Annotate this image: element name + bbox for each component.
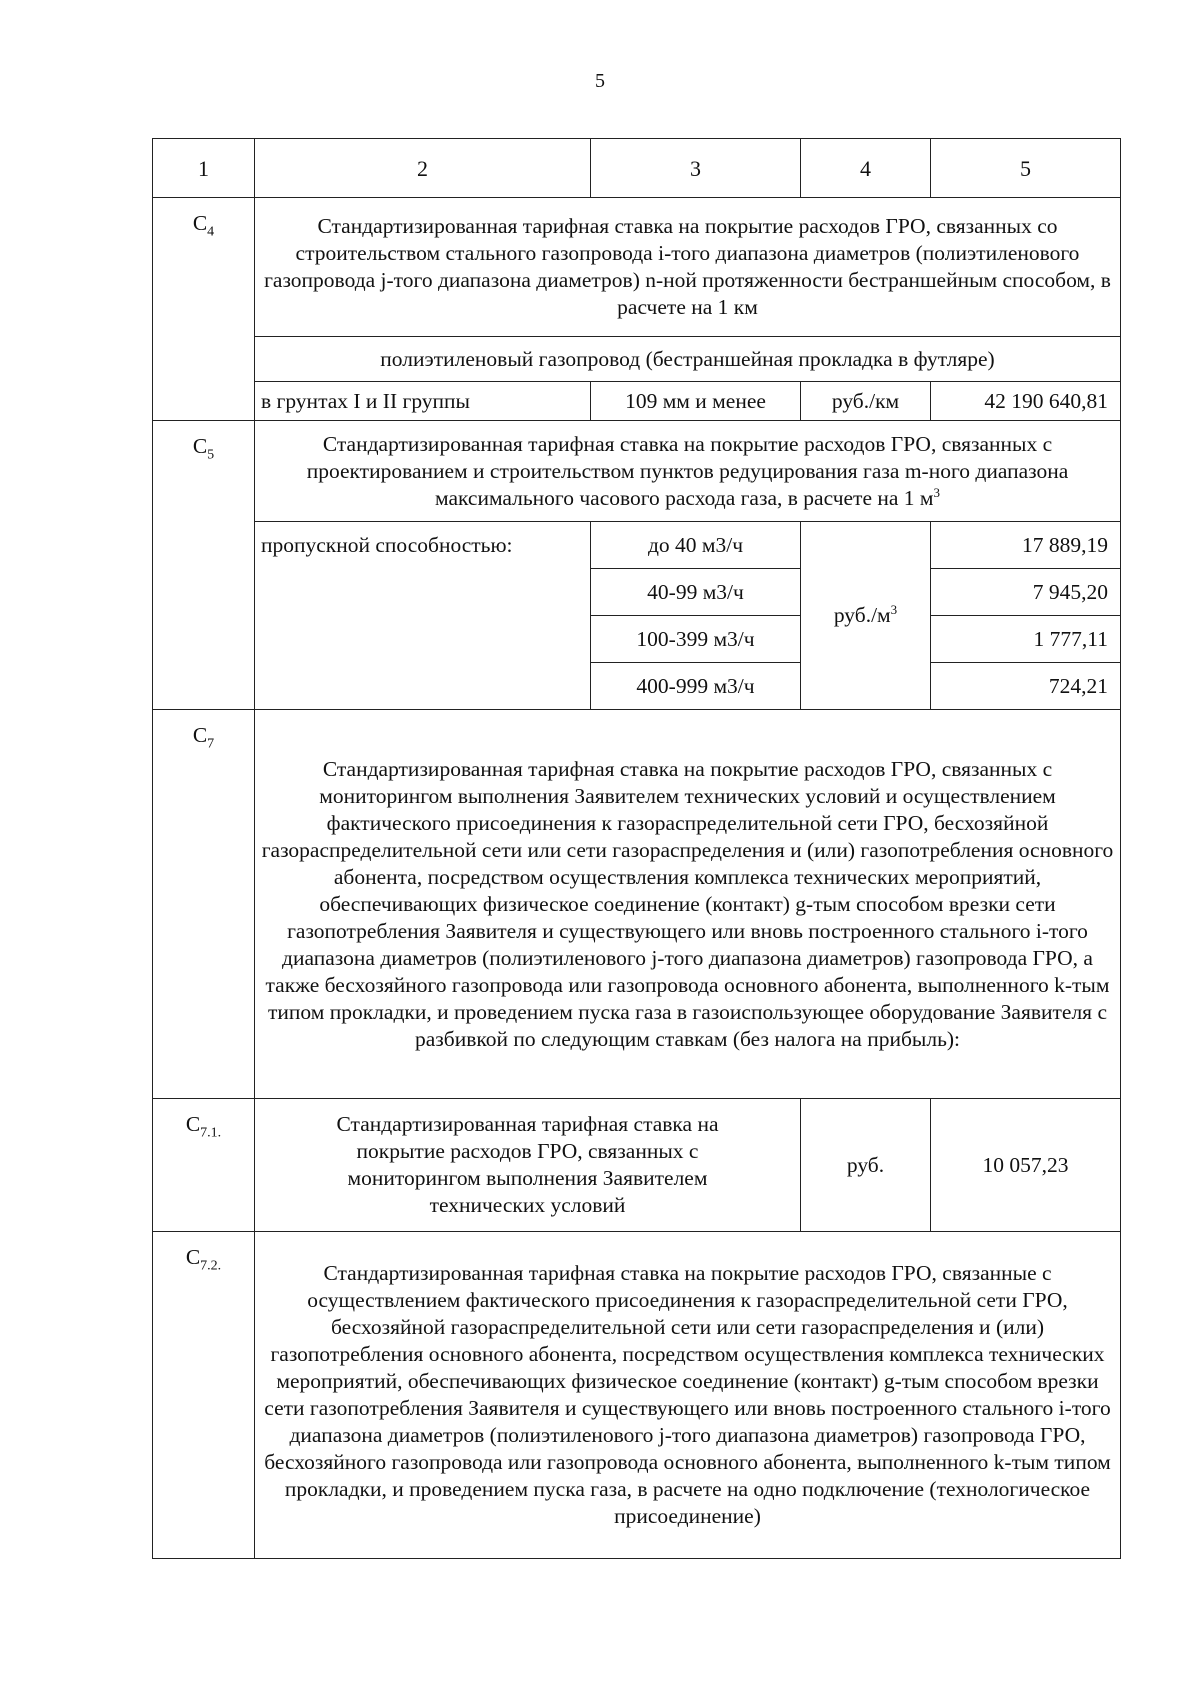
c5-description-cell bbox=[255, 421, 1121, 522]
header-cell-col-4: 4 bbox=[801, 139, 931, 198]
c71-code-subscript: 7.1. bbox=[200, 1125, 222, 1141]
c4-value: 42 190 640,81 bbox=[931, 382, 1121, 421]
c5-range-2: 40-99 м3/ч bbox=[591, 569, 801, 616]
c71-description: Стандартизированная тарифная ставка на покрытие расходов ГРО, связанных с мониторингом выполнения Заявителем технических условий bbox=[336, 1112, 719, 1217]
header-cell-col-3: 3 bbox=[591, 139, 801, 198]
c5-capacity-label: пропускной способностью: bbox=[255, 522, 591, 710]
c4-soil-label: в грунтах I и II группы bbox=[255, 382, 591, 421]
c5-value-4: 724,21 bbox=[931, 663, 1121, 710]
c4-diameter-range: 109 мм и менее bbox=[591, 382, 801, 421]
c7-row bbox=[153, 710, 1121, 1099]
c5-value-2: 7 945,20 bbox=[931, 569, 1121, 616]
c72-description: Стандартизированная тарифная ставка на покрытие расходов ГРО, связанные с осуществлением фактического присоединения к газораспределительной сети ГРО, бесхозяйной газораспределительной сети или сети газораспределения и (или) газопотребления основного абонента, посредством осуществления комплекса технических мероприятий, обеспечивающих физическое соединение (контакт) g-тым способом врезки сети газопотребления Заявителя и существующего или вновь построенного стального i-того диапазона диаметров (полиэтиленового j-того диапазона диаметров) газопровода ГРО, бесхозяйного газопровода или газопровода основного абонента, выполненного k-тым типом прокладки, и проведением пуска газа, в расчете на одно подключение (технологическое присоединение) bbox=[255, 1232, 1121, 1559]
c5-value-3: 1 777,11 bbox=[931, 616, 1121, 663]
c5-unit: руб./м bbox=[833, 603, 891, 627]
c71-value: 10 057,23 bbox=[931, 1099, 1121, 1232]
c4-code-letter: С bbox=[192, 211, 208, 235]
c4-description-row bbox=[153, 198, 1121, 337]
column-number-header-row bbox=[153, 139, 1121, 198]
c4-subheading: полиэтиленовый газопровод (бестраншейная прокладка в футляре) bbox=[255, 337, 1121, 382]
c5-code-letter: С bbox=[192, 434, 208, 458]
c5-code-cell bbox=[153, 421, 255, 710]
c72-code-cell bbox=[153, 1232, 255, 1559]
c5-row-1 bbox=[153, 522, 1121, 569]
c4-code-subscript: 4 bbox=[207, 224, 215, 240]
c72-code-letter: С bbox=[185, 1245, 201, 1269]
c4-description: Стандартизированная тарифная ставка на покрытие расходов ГРО, связанных со строительством стального газопровода i-того диапазона диаметров (полиэтиленового газопровода j-того диапазона диаметров) n-ной протяженности бестраншейным способом, в расчете на 1 км bbox=[255, 198, 1121, 337]
c72-code-subscript: 7.2. bbox=[200, 1258, 222, 1274]
c5-value-1: 17 889,19 bbox=[931, 522, 1121, 569]
c5-unit-cell bbox=[801, 522, 931, 710]
c7-code-cell bbox=[153, 710, 255, 1099]
c4-subheading-row bbox=[153, 337, 1121, 382]
c5-description-row bbox=[153, 421, 1121, 522]
c71-row bbox=[153, 1099, 1121, 1232]
header-cell-col-2: 2 bbox=[255, 139, 591, 198]
c7-code-letter: С bbox=[192, 723, 208, 747]
c4-value-row bbox=[153, 382, 1121, 421]
header-cell-col-1: 1 bbox=[153, 139, 255, 198]
c4-unit: руб./км bbox=[801, 382, 931, 421]
c5-unit-superscript: 3 bbox=[890, 601, 898, 617]
c72-row bbox=[153, 1232, 1121, 1559]
c5-range-3: 100-399 м3/ч bbox=[591, 616, 801, 663]
tariff-rates-table bbox=[152, 138, 1121, 1559]
c71-description-cell bbox=[255, 1099, 801, 1232]
c4-code-cell bbox=[153, 198, 255, 421]
c71-code-cell bbox=[153, 1099, 255, 1232]
page-number: 5 bbox=[595, 70, 605, 92]
c5-range-4: 400-999 м3/ч bbox=[591, 663, 801, 710]
c7-description: Стандартизированная тарифная ставка на покрытие расходов ГРО, связанных с мониторингом выполнения Заявителем технических условий и осуществлением фактического присоединения к газораспределительной сети ГРО, бесхозяйной газораспределительной сети или сети газораспределения и (или) газопотребления основного абонента, посредством осуществления комплекса технических мероприятий, обеспечивающих физическое соединение (контакт) g-тым способом врезки сети газопотребления Заявителя и существующего или вновь построенного стального i-того диапазона диаметров (полиэтиленового j-того диапазона диаметров) газопровода ГРО, а также бесхозяйного газопровода или газопровода основного абонента, выполненного k-тым типом прокладки, и проведением пуска газа в газоиспользующее оборудование Заявителя с разбивкой по следующим ставкам (без налога на прибыль): bbox=[255, 710, 1121, 1099]
c5-range-1: до 40 м3/ч bbox=[591, 522, 801, 569]
c5-description: Стандартизированная тарифная ставка на покрытие расходов ГРО, связанных с проектированием и строительством пунктов редуцирования газа m-ного диапазона максимального часового расхода газа, в расчете на 1 м bbox=[306, 431, 1069, 510]
c5-code-subscript: 5 bbox=[207, 447, 215, 463]
header-cell-col-5: 5 bbox=[931, 139, 1121, 198]
c5-description-superscript: 3 bbox=[933, 484, 941, 500]
c71-unit: руб. bbox=[801, 1099, 931, 1232]
c71-code-letter: С bbox=[185, 1112, 201, 1136]
c7-code-subscript: 7 bbox=[207, 736, 215, 752]
